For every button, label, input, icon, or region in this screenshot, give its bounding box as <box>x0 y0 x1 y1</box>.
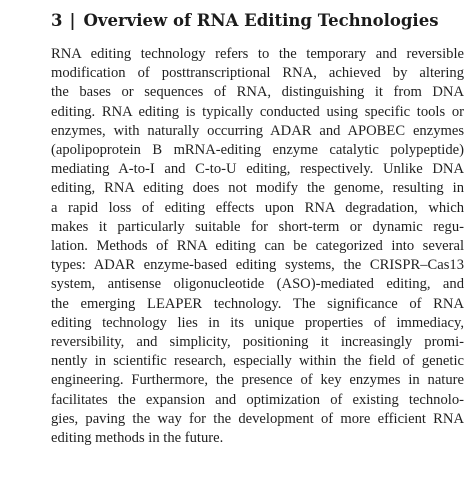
body-paragraph <box>51 45 464 448</box>
paragraph-line: gies, paving the way for the development of more efficient RNA <box>51 410 464 427</box>
section-separator: | <box>69 11 76 30</box>
section-title: Overview of RNA Editing Technologies <box>83 11 439 30</box>
paragraph-line: reversibility, and simplicity, positioning it increasingly promi- <box>51 334 464 351</box>
document-page <box>51 10 464 448</box>
section-heading <box>51 10 464 32</box>
section-number: 3 <box>51 11 63 30</box>
paragraph-line: nently in scientific research, especially within the field of genetic <box>51 353 464 370</box>
paragraph-line: engineering. Furthermore, the presence of key enzymes in nature <box>51 372 464 389</box>
paragraph-line: modification of posttranscriptional RNA, achieved by altering <box>51 65 464 82</box>
paragraph-line: mediating A-to-I and C-to-U editing, respectively. Unlike DNA <box>51 161 464 178</box>
paragraph-line: system, antisense oligonucleotide (ASO)-mediated editing, and <box>51 276 464 293</box>
paragraph-line: the bases or sequences of RNA, distinguishing it from DNA <box>51 84 464 101</box>
paragraph-line: editing. RNA editing is typically conducted using specific tools or <box>51 103 464 120</box>
paragraph-line: editing technology lies in its unique properties of immediacy, <box>51 314 464 331</box>
paragraph-line: editing, RNA editing does not modify the genome, resulting in <box>51 180 464 197</box>
paragraph-line: enzymes, with naturally occurring ADAR and APOBEC enzymes <box>51 122 464 139</box>
paragraph-line: lation. Methods of RNA editing can be categorized into several <box>51 238 464 255</box>
paragraph-line: facilitates the expansion and optimization of existing technolo- <box>51 391 464 408</box>
paragraph-line: editing methods in the future. <box>51 430 224 447</box>
paragraph-line: types: ADAR enzyme-based editing systems, the CRISPR–Cas13 <box>51 257 464 274</box>
paragraph-line: a rapid loss of editing effects upon RNA degradation, which <box>51 199 464 216</box>
paragraph-line: makes it particularly suitable for short-term or dynamic regu- <box>51 218 464 235</box>
paragraph-line: (apolipoprotein B mRNA-editing enzyme catalytic polypeptide) <box>51 142 464 159</box>
paragraph-line: the emerging LEAPER technology. The significance of RNA <box>51 295 464 312</box>
paragraph-line: RNA editing technology refers to the temporary and reversible <box>51 46 464 62</box>
